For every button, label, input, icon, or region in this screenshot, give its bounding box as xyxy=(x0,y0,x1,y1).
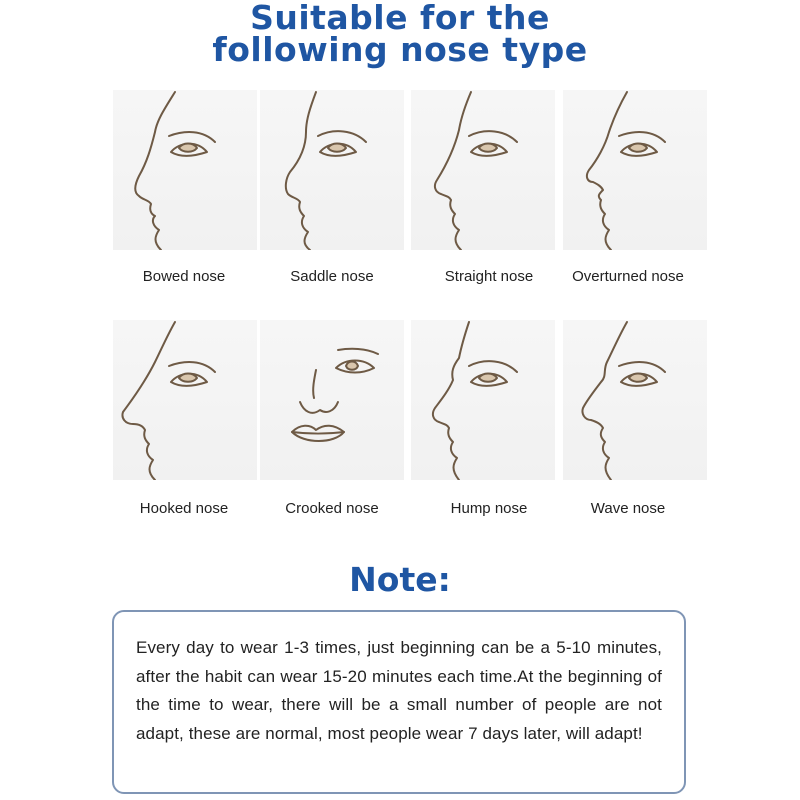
tile-crooked-nose xyxy=(260,320,404,480)
saddle-nose-face-icon xyxy=(260,90,404,250)
caption-bowed-nose: Bowed nose xyxy=(142,268,226,285)
hooked-nose-face-icon xyxy=(113,320,257,480)
caption-saddle-nose: Saddle nose xyxy=(290,268,374,285)
caption-overturned-nose: Overturned nose xyxy=(572,268,684,285)
hump-nose-face-icon xyxy=(411,320,555,480)
tile-saddle-nose xyxy=(260,90,404,250)
caption-crooked-nose: Crooked nose xyxy=(285,500,379,517)
note-box xyxy=(112,610,686,794)
title-line-2: following nose type xyxy=(212,30,588,69)
caption-hump-nose: Hump nose xyxy=(450,500,528,517)
tile-hooked-nose xyxy=(113,320,257,480)
overturned-nose-face-icon xyxy=(563,90,707,250)
crooked-nose-face-icon xyxy=(260,320,404,480)
bowed-nose-face-icon xyxy=(113,90,257,250)
tile-wave-nose xyxy=(563,320,707,480)
caption-hooked-nose: Hooked nose xyxy=(139,500,229,517)
tile-straight-nose xyxy=(411,90,555,250)
tile-hump-nose xyxy=(411,320,555,480)
note-heading: Note: xyxy=(349,560,451,599)
straight-nose-face-icon xyxy=(411,90,555,250)
note-text: Every day to wear 1-3 times, just beginning can be a 5-10 minutes, after the habit can wear 15-20 minutes each time.At the beginning of the time to wear, there will be a small number of people are not adapt, these are normal, most people wear 7 days later, will adapt! xyxy=(136,638,662,743)
title-line-1: Suitable for the xyxy=(250,0,550,37)
caption-straight-nose: Straight nose xyxy=(444,268,534,285)
tile-overturned-nose xyxy=(563,90,707,250)
tile-bowed-nose xyxy=(113,90,257,250)
caption-wave-nose: Wave nose xyxy=(590,500,666,517)
wave-nose-face-icon xyxy=(563,320,707,480)
